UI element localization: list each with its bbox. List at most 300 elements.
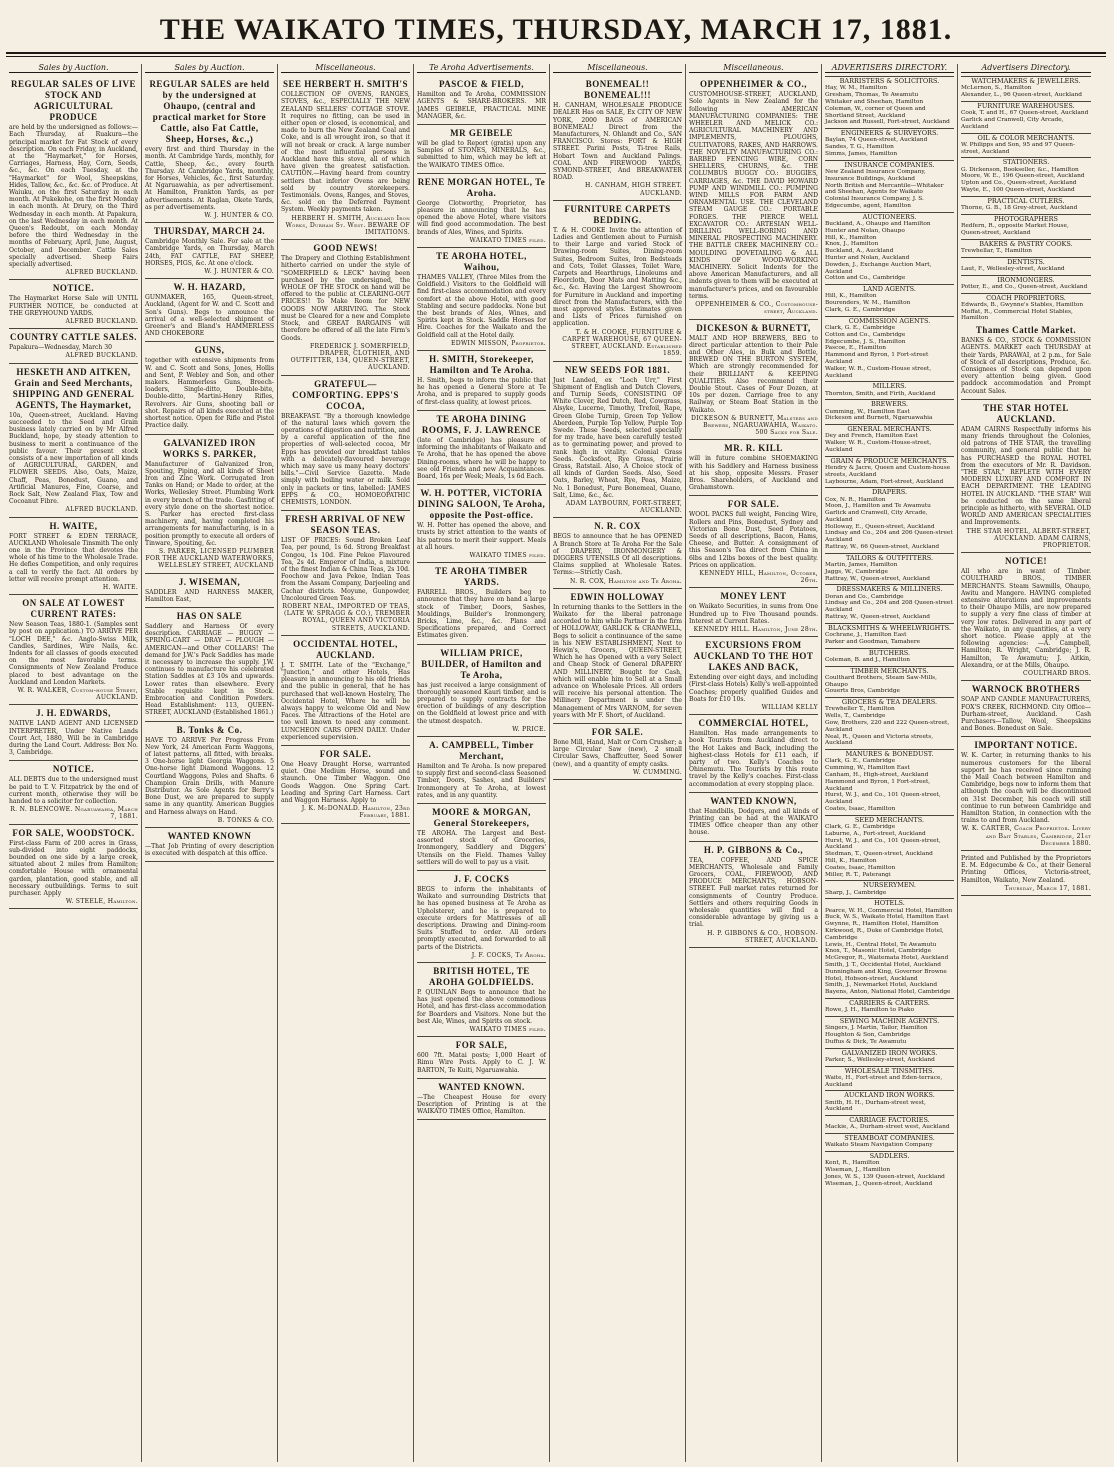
advertisement-body: Papakura—Wednesday, March 30 [9,344,113,352]
advertisement-heading: J. F. COCKS [453,874,510,884]
directory-entry: Kirkwood, R., Duke of Cambridge Hotel, Cambridge [825,927,944,941]
advertisement [689,496,818,588]
advertisement-heading: FOR SALE, WOODSTOCK. [12,827,135,838]
advertisement [553,589,682,724]
directory-section-heading: BARRISTERS & SOLICITORS. [825,76,954,85]
directory-section-heading: IRONMONGERS. [961,275,1091,284]
advertisement [281,76,410,240]
directory-entry: Alexander, L., 96 Queen-street, Auckland [961,92,1082,99]
directory-entry: Smith, J. T., Occidental Hotel, Auckland [825,961,941,968]
advertisement [417,804,546,871]
advertisement-body: The Drapery and Clothing Establishment hitherto carried on under the style of "SOMERFIELD & LECK" having been purchased by the undersigned, the WHOLE OF THE STOCK on hand will be offered to the public at CLEARING-OUT PRICES!! To Make Room for NEW GOODS NOW ARRIVING. The Stock must be Cleared for a new and Complete Stock, and GREAT BARGAINS will therefore be offered of all the late Firm's Goods. [281,255,410,342]
column-sales-by-auction-1 [6,64,142,1462]
advertisement-body: New Season Teas, 1880-1. (Samples sent by post on application.) TO ARRIVE PER "LOCH DEE," &c. Anglo-Swiss Milk, Candles, Sardines, Wire Nails, &c. Indents for all classes of goods executed on the most favorable terms. Consignments of New Zealand Produce placed to best advantage on the Auckland and London Markets. [9,621,138,686]
directory-entry: G. Dickenson, Bookseller, &c., Hamilton [961,166,1079,173]
directory-entry: Clark, G. E., Cambridge [825,306,896,313]
directory-entry: Clark, G. E., Cambridge [825,758,896,765]
advertisement-body: ADAM CAIRNS Respectfully informs his many friends throughout the Colonies, old patrons of THE STAR, the travelling community, and general public that he has PURCHASED the ROYAL HOTEL from the executors of Mr. R. Davidson. "THE STAR," REPLETE WITH EVERY MODERN LUXURY AND COMFORT IN EACH DEPARTMENT. THE LEADING HOTEL IN AUCKLAND. "THE STAR" Will be conducted on the same liberal principle as hitherto, with SEVERAL OLD WORLD AND AMERICAN SPECIALITIES and Improvements. [961,425,1091,527]
directory-section-heading: FURNITURE WAREHOUSES. [961,101,1091,110]
directory-section-heading: COMMISSION AGENTS. [825,316,954,325]
advertisement-heading: REGULAR SALES are held by the undersigned at Ohaupo, (central and practical market for Store Cattle, also Fat Cattle, Sheep, Horses, &c.,) [149,79,270,145]
advertisement-heading: ON SALE AT LOWEST CURRENT RATES: [22,598,125,620]
directory-entry: Buckland, A., Ohaupo and Hamilton [825,220,931,227]
advertisement-body: ALL DEBTS due to the undersigned must be paid to T. V. Fitzpatrick by the end of current month, otherwise they will be handed to a solicitor for collection. [9,776,138,806]
directory-entry: Martin, James, Hamilton [825,562,898,569]
directory-entry: Cochrane, J., Hamilton East [825,632,907,639]
advertisement-signoff: T. & H. COOKE, FURNITURE & CARPET WAREHOUSE, 67 QUEEN-STREET, AUCKLAND. Established 1859. [562,328,682,358]
advertisement-body: HAVE TO ARRIVE Per Progress From New York, 24 American Farm Waggons, of latest patterns, all fitted, with breaks. 3 One-horse light Georgia Waggons. 5 One-horse light Diamond Waggons. 12 Courtland Waggons, Poles and Shafts. 6 Champion Grain Drills, with Manure Distributor. As Sole Agents for Berry's Bone Dust, we are prepared to supply same in any quantity. American Buggies and Harness always on Hand. [145,736,274,816]
advertisement [553,724,682,780]
column-header: Miscellaneous. [553,64,682,73]
advertisement-heading: W. H. HAZARD, [173,282,246,293]
advertisement [9,518,138,596]
directory-entry: Laburne, A., Fort-street, Auckland [825,830,926,837]
directory-section-heading: SEED MERCHANTS. [825,815,954,824]
directory-section-heading: GENERAL MERCHANTS. [825,424,954,433]
advertisement-body: Cambridge Monthly Sale. For sale at the Cambridge Yards, on Thursday, March 24th, FAT CATTLE, FAT SHEEP, HORSES, PIGS, &c. At one o'clock. [145,238,274,267]
directory-section-heading: WATCHMAKERS & JEWELLERS. [961,76,1091,85]
directory-entry: Simms, James, Hamilton [825,150,898,157]
advertisement-heading: WANTED KNOWN. [438,1081,525,1092]
directory-entry: Moon, J., Hamilton and Te Awamutu [825,503,931,510]
directory-section-heading: CARRIERS & CARTERS. [825,998,954,1007]
advertisement-body: FORT STREET & EDEN TERRACE, AUCKLAND Wholesale Tinsmith The only one in the Province that devotes the whole of his time to the Wholesale Trade. He defies Competition, and only requires a call to verify the fact. All orders by letter will receive prompt attention. [9,532,138,583]
advertisement-heading: H. SMITH, Storekeeper, Hamilton and Te Aroha. [429,354,534,376]
directory-section-heading: NURSERYMEN. [825,880,954,889]
advertisement-body: TE AROHA. The Largest and Best-assorted stock of Groceries, Ironmongery, Saddlery and Diggers' Utensils on the Field. Thames Valley settlers will do well to pay us a visit. [417,829,546,866]
directory-entry: Gow, Brothers, 220 and 222 Queen-street, Auckland [825,720,950,733]
advertisement-body: will in future combine SHOEMAKING with his Saddlery and Harness business at his shop, opposite Messrs. Fraser Bros. Shareholders, of Auckland and Grahamstown. [689,455,818,492]
advertisement-signoff: W. K. CARTER, Coach Proprietor. Livery and Bait Stables, Cambridge, 21st December 1880. [961,825,1091,847]
directory-entry: Gresham, Thomas, Te Awamutu [825,92,919,99]
directory-entry: Dickeson and Burnett, Ngaruawahia [825,415,933,422]
advertisement-heading: FOR SALE. [591,727,644,738]
advertisement-body: J. T. SMITH. Late of the "Exchange," "Junction," and other Hotels, Has pleasure in announcing to his old friends and the public in general, that he has purchased that well-known Hostelry, The Occidental Hotel, Where he will be always happy to welcome Old and New Faces. The Attractions of the Hotel are too well known to need any comment. LUNCHEON CARS OPEN DAILY. Under experienced supervision. [281,661,410,741]
advertisement [417,1079,546,1121]
advertisement [145,223,274,279]
advertisement-body: Hamilton and Te Aroha, COMMISSION AGENTS & SHARE-BROKERS. MR JAMES GEIBELE, PRACTICAL MINE MANAGER, &c. [417,91,546,120]
advertisement-signoff: J. K. McDONALD. Hamilton, 23rd February, 1881. [301,805,410,820]
directory-entry: Moore, W. E., 196 Queen-street, Auckland [961,173,1085,180]
advertisement [689,320,818,441]
advertisement-body: that Handbills, Dodgers, and all kinds of Printing can be had at the WAIKATO TIMES Office cheaper than any other house. [689,807,818,837]
advertisement-body: W. H. Potter has opened the above, and trusts by strict attention to the wants of his patrons to merit their support. Meals at all hours. [417,522,546,551]
advertisement-body: Bone Mill, Hand, Malt or Corn Crusher; a large Circular Saw (new), 2 small Circular Saws, Chaffcutter, Seed Sower (new), and a quantity of empty casks. [553,739,682,768]
advertisement-body: —That Job Printing of every description is executed with despatch at this office. [145,843,274,858]
directory-entry: Jackson and Russell, Fort-street, Auckland [825,119,950,126]
advertisement-heading: N. R. COX [594,521,641,532]
advertisement [961,851,1091,896]
advertisement-signoff: ALFRED BUCKLAND. [65,269,138,277]
advertisement-heading: H. WAITE, [49,520,98,531]
advertisement [961,400,1091,553]
advertisement-body: 10a, Queen-street, Auckland. Having succeeded to the Seed and Grain business lately carried on by Mr Alfred Buckland, hope, by steady attention to business to merit a continuance of the public favour. Their present stock consists of a new importation of all kinds of AGRICULTURAL, GARDEN, and FLOWER SEEDS. Also, Oats, Maize, Chaff, Peas, Bonedust, Guano, and Artificial Manures, Fine, Coarse, and Rock Salt, New Zealand Flax, Tow and Cocoanut Fibre. [9,411,138,506]
directory-section-heading: BUTCHERS. [825,648,954,657]
directory-entry: Wayte, E., 100 Queen-street, Auckland [961,186,1075,193]
directory-section-heading: MILLERS. [825,381,954,390]
directory-entry: Rattray, W., Queen-street, Auckland [825,575,930,582]
advertisement [689,842,818,948]
directory-entry: Hammond and Byron, 1 Fort-street, Auckland [825,778,931,792]
advertisement-heading: WANTED KNOWN, [710,795,797,806]
advertisement-signoff: W. PRICE. [512,725,546,733]
directory-entry: Rattray, W., 66 Queen-street, Auckland [825,544,940,551]
advertisement [417,485,546,563]
advertisement-heading: TE AROHA HOTEL, Waihou, [436,251,527,273]
advertisement-body: —The Cheapest House for every Description of Printing is at the WAIKATO TIMES Office, Hamilton. [417,1093,546,1116]
advertisement-heading: HAS ON SALE [176,610,243,621]
advertisement-heading: HESKETH AND AITKEN, Grain and Seed Merchants, SHIPPING AND GENERAL AGENTS, The Haymarket, [12,366,135,410]
directory-entry: Sandes, T. G., Hamilton [825,144,894,151]
directory-entry: Cotton and Co., Cambridge [825,331,906,338]
advertisement-signoff: DICKESON & BURNETT, Malsters and Brewers, NGARUAWAHIA, Waikato. 500 Sacks for Sale. [691,414,818,437]
advertisement-body: THAMES VALLEY, (Three Miles from the Goldfield.) Visitors to the Goldfield will find first-class accommodation and every comfort at the above Hotel, with good Stabling and secure paddocks. None but the best brands of Ales, Wines, and Spirits kept in Stock. Saddle Horses for Hire. Coaches for the Waikato and the Goldfield call at the Hotel daily. [417,274,546,339]
advertisement-body: Hamilton and Te Aroha. Is now prepared to supply first and second-class Seasoned Timber, Doors, Sashes, and Builders' Ironmongery at Te Aroha, at lowest rates, and in any quantity. [417,762,546,799]
directory-entry: Upton and Co., Queen-street, Auckland [961,180,1077,187]
advertisement-heading: TE AROHA TIMBER YARDS. [435,566,528,588]
directory-entry: Duffus & Dick, Te Awamutu [825,1038,907,1045]
advertisement-heading: BRITISH HOTEL, TE AROHA GOLDFIELDS. [428,966,535,988]
directory-entry: Pascoe, E., Hamilton [825,345,886,352]
directory-entry: Hill, K., Hamilton [825,858,877,864]
directory-entry: Thornton, Smith, and Firth, Auckland [825,390,936,397]
directory-entry: Holloway, E., Queen-street, Auckland [825,523,935,530]
advertisement-heading: FOR SALE. [319,749,372,760]
masthead-rule-thin [6,56,1106,57]
directory-entry: Doran and Co., Cambridge [825,593,904,600]
advertisement-heading: PASCOE & FIELD, [438,79,525,90]
advertisement-body: All who are in want of Timber. COULTHARD BROS., TIMBER MERCHANTS. Steam Sawmills, Ohaupo, Awitu and Mangere. HAVING completed extensive alterations and improvements to their Ohaupo Mills, are now prepared to supply a very fine class of timber at very low rates. Delivered in any part of the Waikato, in any quantities, at a very short notice. Please apply at the following agencies: —A. Campbell, Hamilton; R. Wright, Cambridge; J. R. Hamilton, Te Awamutu; J. Aitkin, Alexandra, or at the Mills, Ohaupo. [961,568,1091,669]
advertisement-heading: J. WISEMAN, [178,576,241,587]
advertisement [281,376,410,512]
advertisement-signoff: J. F. COCKS, Te Aroha. [471,951,546,959]
advertisement [689,440,818,496]
directory-entry: Lindsay and Co., 204 and 208 Queen-street Auckland [825,600,953,614]
directory-entry: Hurst, W. J., and Co., 101 Queen-street, Auckland [825,792,941,806]
directory-entry: Canham, H., High-street, Auckland [825,772,929,779]
advertisement [9,705,138,761]
advertisement-signoff: EDWIN MISSON, Proprietor. [451,339,546,347]
advertisement [281,240,410,375]
directory-entry: McGregor, R., Waitemata Hotel, Auckland [825,955,949,962]
advertisement-heading: B. Tonks & Co. [176,724,243,735]
directory-section-heading: INSURANCE COMPANIES. [825,160,954,169]
column-te-aroha-advertisements [414,64,550,1462]
directory-entry: Coleman, B. and J., Hamilton [825,656,910,663]
advertisement [417,174,546,248]
advertisement-heading: NEW SEEDS FOR 1881. [564,364,671,375]
advertisement [145,76,274,223]
advertisement [417,563,546,644]
advertisement-heading: IMPORTANT NOTICE. [974,740,1078,751]
advertisement-signoff: Thursday, March 17, 1881. [1004,884,1091,892]
advertisement-body: Saddlery and Harness Of every description. CARRIAGE — BUGGY — SPRING-CART — DRAY — PLOUGH — AMERICAN—and Other COLLARS! The demand for J.W.'s Pack Saddles has made it necessary to increase the supply. J.W. continues to manufacture his celebrated Station Saddles at £3 10s and upwards. Lower rates than elsewhere. Every Stable requisite kept in Stock. Embrocation and Condition Powders. Head Establishment: 113, QUEEN-STREET, AUCKLAND (Established 1861.) [145,622,274,717]
advertisement-heading: REGULAR SALES OF LIVE STOCK AND AGRICULTURAL PRODUCE [11,79,136,123]
advertisement-signoff: B. TONKS & CO. [217,816,274,824]
directory-section-heading: TIMBER MERCHANTS. [825,666,954,675]
directory-section-heading: SEWING MACHINE AGENTS. [825,1016,954,1025]
advertisement [9,280,138,329]
advertisement-heading: MR GEIBELE [450,128,513,139]
directory-entry: Lindsay and Co., 204 and 206 Queen-street Auckland [825,530,953,544]
advertisement-heading: FOR SALE. [727,499,780,510]
directory-entry: Hill, K., Hamilton [825,293,877,300]
advertisement-body: Printed and Published by the Proprietors E. M. Edgecumbe & Co., at their General Printing Offices, Victoria-street, Hamilton, Waikato, New Zealand. [961,854,1091,884]
directory-entry: Laybourne, Adam, Fort-street, Auckland [825,478,944,485]
advertisement [553,76,682,201]
newspaper-title: THE WAIKATO TIMES, THURSDAY, MARCH 17, 1881. [159,13,953,46]
advertisement-heading: MONEY LENT [720,591,787,602]
directory-entry: Sharp, J., Cambridge [825,889,887,896]
advertisement-signoff: OPPENHEIMER & CO., Customhouse-street, Auckland. [695,301,818,316]
directory-entry: Coulthard Brothers, Steam Saw-Mills, Ohaupo [825,674,937,688]
directory-entry: Smith, H. H., Durham-street west, Auckland [825,1099,926,1113]
directory-entry: Parker, S., Wellesley-street, Auckland [825,1056,935,1063]
advertisement-heading: WANTED KNOWN [167,831,252,842]
directory-section-heading: MANURES & BONEDUST. [825,749,954,758]
advertisement-signoff: S. PARKER, LICENSED PLUMBER FOR THE AUCKLAND WATERWORKS, WELLESLEY STREET, AUCKLAND [145,547,274,570]
advertisement [9,595,138,705]
advertisement-signoff: W. J. HUNTER & CO. [204,212,274,220]
directory-entry: Hunter and Nolan, Auckland [825,254,910,261]
advertisement-body: together with extensive shipments from W. and C. Scott and Sons, Jones, Hollis and Sent, P. Webley and Son, and other makers. Hammerless Guns, Breech-loaders, Single-ditto, Double-bite, Double-ditto, Martini-Henry Rifles, Revolvers. Air Guns, shooting ball or shot. Repairs of all kinds executed at the shortest notice. Open for Rifle and Pistol Practice daily. [145,357,274,430]
advertisement-heading: BONEMEAL!! BONEMEAL!!! [584,79,651,101]
directory-section-heading: BAKERS & PASTRY COOKS. [961,239,1091,248]
directory-entry: Walker, W. R., Custom-House street, Auckland [825,365,932,379]
directory-entry: Cumming, W., Hamilton East [825,408,910,415]
directory-entry: Hunter and Nolan, Ohaupo [825,227,905,234]
advertisement-body: on Waikato Securities, in sums from One Hundred up to Five Thousand pounds. Interest at Current Rates. [689,603,818,625]
directory-section-heading: AUCTIONEERS. [825,212,954,221]
advertisement-body: will be glad to Report (gratis) upon any Samples of STONES, MINERALS, &c., submitted to him, which may be left at the WAIKATO TIMES Office. [417,140,546,169]
column-header: Sales by Auction. [145,64,274,73]
advertisement-body: CUSTOMHOUSE-STREET, AUCKLAND, Sole Agents in New Zealand for the following AMERICAN MANUFACTURING COMPANIES: THE WHEELER AND MELICK CO.: AGRICULTURAL MACHINERY AND IMPLEMENTS, PLOUGHS, CULTIVATORS, RAKES, AND HARROWS. THE NOVELTY MANUFACTURING CO.: BARBED FENCING WIRE, CORN SHELLERS, CHURNS, &c. THE COLUMBUS BUGGY CO.: BUGGIES, CARRIAGES, &c. THE DAVID HOWARD PUMP AND WINDMILL CO.: PUMPING WIND MILLS FOR FARM AND ORNAMENTAL USE. THE CLEVELAND STEAM GAUGE CO.: PORTABLE FORGES. THE PIERCE WELL EXCAVATOR CO.: ARTESIAN WELL-DRILLING WELL-BORING AND MINERAL PROSPECTING MACHINERY. THE BATTLE CREEK MACHINERY CO.: MOULDING DOVETAILING & ALL KINDS OF WOOD-WORKING MACHINERY. Solicit Indents for the above American Manufacturers, and all indents given to them will be executed at manufacturer's prices, and on favourable terms. [689,91,818,300]
directory-entry: Potter, E., and Co., Queen-street, Auckland [961,283,1088,290]
column-header: Advertisers Directory. [961,64,1091,73]
advertisement-body: MALT AND HOP BREWERS, BEG to direct particular attention to their Pale and Other Ales, in Bulk and Bottle, BREWED ON THE BURTON SYSTEM, Which are strongly recommended for their BRILLIANT & KEEPING QUALITIES. Also recommend their Double Stout. Cases of Four Dozen, at 10s per dozen. Carriage free to any Railway, or Steam Boat Station in the Waikato. [689,334,818,414]
advertisement-heading: H. P. GIBBONS & Co., [703,844,804,855]
directory-entry: Wiseman, J., Hamilton [825,1167,891,1174]
advertisement-signoff: W. STEELE, Hamilton. [65,898,138,906]
advertisement-body: H. CANHAM, WHOLESALE PRODUCE DEALER Has on SALE, Ex CITY OF NEW YORK, 2000 BAGS of AMERICAN BONEMEAL! Direct from the Manufacturers, N. Ohlandt and Co., SAN FRANCISCO. Stores: FORT & HIGH STREET. Parini Posts, Ti-tree Rails, Hobart Town and Auckland Palings. COAL AND FIREWOOD YARDS, SYMOND-STREET, And BREAKWATER ROAD. [553,102,682,182]
advertisement [281,746,410,824]
advertisement-heading: WARNOCK BROTHERS [971,684,1081,695]
advertisement-body: NATIVE LAND AGENT AND LICENSED INTERPRETER, Under Native Lands Court Act, 1880, Will be in Cambridge during the Land Court. Address: Box No. 3, Cambridge. [9,720,138,757]
advertisement [145,342,274,434]
column-header: Sales by Auction. [9,64,138,73]
advertisement [689,588,818,637]
directory-entry: Thorne, G. B., 18 Grey-street, Auckland [961,204,1078,211]
advertisement [9,364,138,518]
advertisement-body: George Clotworthy, Proprietor, has pleasure in announcing that he has opened the above Hotel, where visitors will find good accommodation. The best brands of Ales, Wines, and Spirits. [417,199,546,236]
advertisement-signoff: ROBERT NEAL, IMPORTED OF TEAS, (LATE W. SPRAGG & CO.), TREMBER ROYAL, QUEEN AND VICTORIA STREETS, AUCKLAND. [282,602,410,632]
advertisement-signoff: WILLIAM KELLY [761,704,818,712]
directory-entry: Parker and Goodman, Tamahere [825,638,921,645]
advertisement-heading: OPPENHEIMER & CO., [700,79,807,90]
advertisement [689,715,818,793]
advertisement-heading: SEE HERBERT H. SMITH'S [282,79,409,90]
advertisement-heading: GALVANIZED IRON WORKS S. PARKER, [162,437,257,459]
directory-entry: Laut, F., Wellesley-street, Auckland [961,265,1065,272]
advertisement [961,681,1091,737]
advertisement [553,362,682,519]
directory-entry: Edwards, B., Gwynne's Stables, Hamilton [961,301,1084,308]
advertisement-signoff: HERBERT H. SMITH, Auckland Iron Works, Durham St. West. BEWARE OF IMITATIONS. [285,214,410,237]
advertisement [9,329,138,363]
advertisement-heading: DICKESON & BURNETT, [696,322,811,333]
advertisement-body: H. Smith, begs to inform the public that he has opened a General Store at Te Aroha, and is prepared to supply goods of first-class quality, at lowest prices. [417,377,546,406]
directory-section-heading: OIL & COLOR MERCHANTS. [961,133,1091,142]
advertisement-body: FARRELL BROS., Builders beg to announce that they have on hand a large stock of Timber, Doors, Sashes, Mouldings, Builder's Ironmongery, Bricks, Lime, &c., &c. Plans and Specifications prepared, and Correct Estimates given. [417,589,546,640]
directory-section-heading: SADDLERS. [825,1151,954,1160]
advertisement [689,76,818,319]
directory-entry: Stedman, T., Queen-street, Auckland [825,851,933,858]
directory-entry: Jaggs, W., Cambridge [825,568,888,575]
advertisement [145,574,274,608]
advertisement-body: SOAP AND CANDLE MANUFACTURERS, FOX'S CREEK, RICHMOND. City Office—Durham-street, Auckland. Cash Purchasers—Tallow, Wool, Sheepskins and Bones. Bonedust on Sale. [961,696,1091,733]
directory-section-heading: TAILORS & OUTFITTERS. [825,553,954,562]
directory-entry: Coleman, W., corner of Queen and Shortland Street, Auckland [825,105,926,119]
advertisement-signoff: H. CANHAM, HIGH STREET. AUCKLAND. [585,182,682,197]
directory-section-heading: CARRIAGE FACTORIES. [825,1115,954,1124]
directory-section-heading: GROCERS & TEA DEALERS. [825,697,954,706]
advertisement-signoff: R. N. BLENCOWE. Ngaruawahia, March 7, 1881. [10,806,138,821]
advertisement-body: Manufacturer of Galvanized Iron, Spouting, Piping, and all kinds of Sheet Iron and Zinc Work. Corrugated Iron Tanks on Hand; or Made to order, at the Works, Wellesley Street. Plumbing Work in every branch of the trade. Gasfitting of every style done on the shortest notice. S. Parker has erected first-class machinery, and, having completed his arrangements for manufacturing, is in a position promptly to execute all orders of Tinware, Spouting, &c. [145,460,274,547]
directory-entry: Mackie, A., Durham-street west, Auckland [825,1124,950,1131]
directory-entry: New Zealand Insurance Company, Insurance Buildings, Auckland [825,168,926,182]
directory-section-heading: DENTISTS. [961,257,1091,266]
advertisement-heading: NOTICE. [52,283,95,294]
column-miscellaneous-2 [550,64,686,1462]
directory-entry: Buck, W. S., Waikato Hotel, Hamilton East [825,914,949,921]
advertisement-signoff: THE STAR HOTEL, ALBERT-STREET, AUCKLAND. ADAM CAIRNS, PROPRIETOR. [966,527,1091,550]
directory-entry: Hammond and Byron, 1 Fort-street Auckland [825,352,929,365]
column-advertisers-directory [822,64,958,1462]
directory-section-heading: BREWERS. [825,399,954,408]
advertisement [553,201,682,362]
directory-entry: Pearce, W. H., Commercial Hotel, Hamilton [825,907,953,914]
directory-section-heading: WHOLESALE TINSMITHS. [825,1066,954,1075]
advertisement-signoff: KENNEDY HILL. Hamilton, June 28th. [693,626,818,633]
advertisement [553,518,682,588]
advertisement-body: 600 7ft. Matai posts; 1,000 Heart of Rimu Wire Posts. Apply to C. J. W. BARTON, Te Kuiti, Ngaruawahia. [417,1052,546,1074]
advertisement [689,637,818,715]
advertisement [417,1037,546,1079]
directory-entry: Houghton & Son, Cambridge [825,1031,911,1038]
advertisement-signoff: ALFRED BUCKLAND. [65,318,138,326]
advertisement-body: LIST OF PRICES: Sound Broken Leaf Tea, per pound, 1s 6d. Strong Breakfast Congou, 1s 10d. Fine Pekoe Flavoured Tea, 2s 4d. Emperor of India, a mixture of the finest Indian & China Teas, 2s 10d. Foochow and Java Pekoe, Indian Teas from the Assam Company, Darjeeling and Cachar districts. Moyune, Gunpowder, Uncoloured Green Teas. [281,537,410,602]
advertisement-body: BEGS to inform the inhabitants of Waikato and surrounding Districts that he has opened business at Te Aroha as Upholsterer, and he is prepared to execute orders for Mattresses of all descriptions. Drawing and Dining-room Suits Stuffed to order. All orders promptly executed, and forwarded to all parts of the Districts. [417,886,546,951]
directory-entry: Waite, H., Fort-street and Eden-terrace, Auckland [825,1074,943,1088]
directory-entry: North British and Mercantile—Whitaker and Sheehan, Agents for Waikato [825,182,944,196]
advertisement-signoff: KENNEDY HILL, Hamilton, October, 26th. [699,569,818,585]
directory-entry: Miller, R. T., Paterangi [825,871,891,878]
advertisement-heading: MOORE & MORGAN, General Storekeepers, [432,806,531,828]
advertisement-body: P. QUINLAN Begs to announce that he has just opened the above commodious Hotel, and has first-class accommodation for Boarders and Visitors. None but the best Ale, Wines, and Spirits on stock. [417,989,546,1025]
advertisement [9,76,138,280]
directory-section-heading: DRESSMAKERS & MILLINERS. [825,584,954,593]
directory-section-heading: GALVANIZED IRON WORKS. [825,1048,954,1057]
advertisement-heading: RENE MORGAN HOTEL, Te Aroha. [417,176,546,198]
directory-section-heading: AUCKLAND IRON WORKS. [825,1090,954,1099]
directory-entry: W. Philipps and Son, 95 and 97 Queen-street, Auckland [961,141,1075,155]
advertisement-body: has just received a large consignment of thoroughly seasoned Kauri timber, and is prepared to supply contracts for the erection of buildings of any description on the Goldfield at lowest price and with the utmost despatch. [417,681,546,725]
advertisement-body: SADDLER AND HARNESS MAKER, Hamilton East, [145,588,274,603]
directory-section-heading: DRAPERS. [825,487,954,496]
advertisement-signoff: WAIKATO TIMES filed. [469,1026,546,1034]
directory-entry: Hendry & Jacre, Queen and Custom-house streets, Auckland [825,464,951,478]
advertisement-heading: FRESH ARRIVAL OF NEW SEASON TEAS. [285,514,406,536]
directory-entry: Coates, Isaac, Hamilton [825,864,896,871]
directory-entry: Dey and French, Hamilton East [825,433,918,440]
directory-entry: Colonial Insurance Company, J. S. Edgecumbe, agent, Hamilton [825,196,924,209]
directory-entry: Gwynne, R., Hamilton Hotel, Hamilton [825,921,939,928]
advertisement [417,351,546,411]
directory-section-heading: PRACTICAL CUTLERS. [961,196,1091,205]
directory-entry: Redfern, R., opposite Market House, Queen-street, Auckland [961,222,1069,236]
advertisement-signoff: FREDERICK J. SOMERFIELD, DRAPER, CLOTHIER, AND OUTFITTER, 134, QUEEN-STREET, AUCKLAND. [290,342,410,372]
directory-entry: Bayens, Anton, National Hotel, Cambridge [825,989,951,996]
directory-entry: Hurst, W. J., and Co., 101 Queen-street, Auckland [825,837,941,851]
column-miscellaneous-3 [686,64,822,1462]
advertisement [961,322,1091,400]
directory-entry: Rowe, J. H., Hamilton to Piako [825,1007,915,1014]
advertisement-signoff: ADAM LAYBOURN, FORT-STREET, AUCKLAND. [565,499,682,515]
advertisement [145,279,274,342]
advertisement [145,608,274,722]
directory-entry: Gouerts Bros, Cambridge [825,688,900,695]
directory-entry: Whitaker and Sheehan, Hamilton [825,99,924,105]
advertisement-body: BREAKFAST. "By a thorough knowledge of the natural laws which govern the operations of digestion and nutrition, and by a careful application of the fine properties of well-selected cocoa, Mr Epps has provided our breakfast tables with a delicately-flavoured beverage which may save us many heavy doctors' bills."—Civil Service Gazette. Made simply with boiling water or milk. Sold only in packets or tins, labelled: JAMES EPPS & CO., HOMOEOPATHIC CHEMISTS, LONDON. [281,412,410,506]
advertisement-body: every first and third Thursday in the month. At Cambridge Yards, monthly, for Cattle, Sheep, &c., every fourth Thursday. At Cambridge Yards, monthly, for Horses, Vehicles, &c., first Saturday. At Ngaruawahia, as per advertisement. At Hamilton, Frankton Yards, as per advertisements. At Raglan, Okete Yards, as per advertisements. [145,146,274,211]
advertisement-body: BEGS to announce that he has OPENED A Branch Store at Te Aroha For the Sale of DRAPERY, IRONMONGERY & DIGGERS UTENSILS Of all descriptions. Claims supplied at Wholesale Rates. Terms:—Strictly Cash. [553,533,682,577]
advertisement-signoff: H. P. GIBBONS & CO., HOBSON-STREET, AUCKLAND. [707,929,818,944]
directory-entry: Walker, W. R., Custom-House-street, Auckland [825,440,932,453]
directory-entry: Wiseman, J., Queen-street, Auckland [825,1180,933,1187]
advertisement [689,793,818,842]
advertisement-heading: GUNS, [194,345,225,356]
directory-entry: Cotton and Co., Cambridge [825,275,906,282]
column-advertisers-directory-2 [958,64,1094,1462]
directory-entry: Dowden, J., Exchange Auction Mart, Auckland [825,261,932,275]
column-header: Miscellaneous. [281,64,410,73]
advertisement [417,76,546,125]
directory-entry: Singers, J. Martin, Tailor, Hamilton [825,1025,928,1032]
advertisement-heading: NOTICE! [1004,556,1047,567]
directory-entry: Baylan, 74 Queen-street, Auckland [825,137,928,144]
directory-section-heading: BLACKSMITHS & WHEELWRIGHTS. [825,623,954,632]
directory-entry: Kent, R., Hamilton [825,1160,880,1167]
advertisement-body: The Haymarket Horse Sale will UNTIL FURTHER NOTICE, be conducted at THE GREYHOUND YARDS. [9,295,138,317]
advertisement-body: BANKS & CO., STOCK & COMMISSION AGENTS. MARKET each THURSDAY at their Yards, PARAWAI, at 2 p.m., for Sale of Stock of all descriptions, Produce, &c. Consignees of Stock can depend upon every attention being given. Good paddock accommodation and Prompt Account Sales. [961,337,1091,395]
advertisement-heading: Thames Cattle Market. [975,325,1077,336]
advertisement-heading: J. H. EDWARDS, [36,708,111,719]
directory-entry: Cox, N. R., Hamilton [825,496,886,503]
directory-entry: Trewhellar, T., Hamilton [961,247,1032,254]
directory-entry: Garlick and Cranwell, City Arcade, Auckland [825,510,928,523]
directory-entry: Knox, J., Hamilton [825,241,879,248]
directory-section-heading: HOTELS. [825,898,954,907]
advertisement-heading: NOTICE. [52,764,95,775]
directory-section-heading: LAND AGENTS. [825,284,954,293]
advertisement [417,645,546,737]
advertisement-heading: COMMERCIAL HOTEL, [698,718,809,729]
directory-entry: Jones, W. S., 139 Queen-street, Auckland [825,1173,945,1180]
directory-entry: Lewis, H., Central Hotel, Te Awamutu [825,941,937,948]
advertisement [9,761,138,824]
directory-section-heading: STATIONERS. [961,157,1091,166]
column-sales-by-auction-2 [142,64,278,1462]
